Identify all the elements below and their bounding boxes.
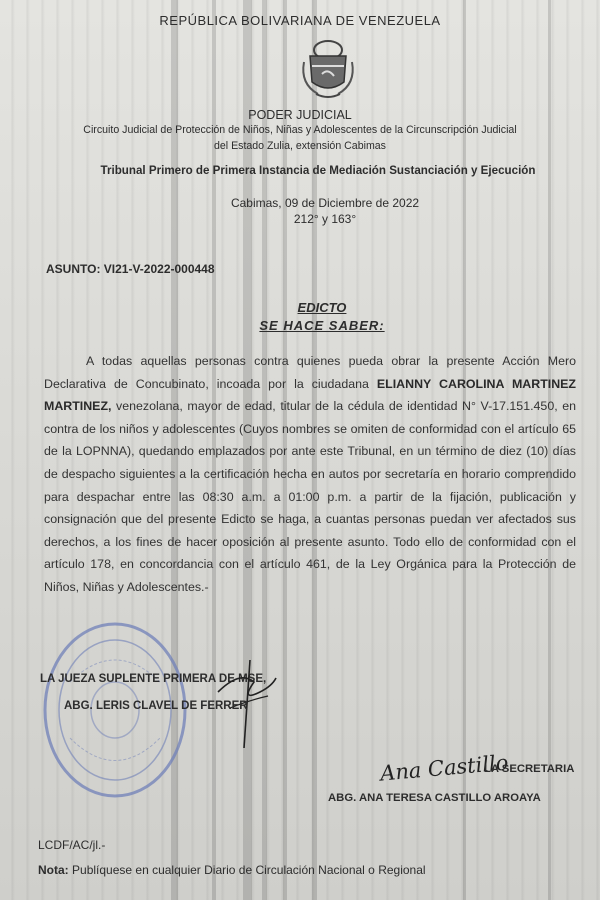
republic-title: REPÚBLICA BOLIVARIANA DE VENEZUELA [159, 13, 441, 28]
initials: LCDF/AC/jl.- [38, 838, 106, 852]
footer-note [38, 863, 426, 877]
note-label: Nota: [38, 863, 69, 877]
tribunal-name: Tribunal Primero de Primera Instancia de Mediación Sustanciación y Ejecución [100, 164, 536, 177]
judge-title: LA JUEZA SUPLENTE PRIMERA DE MSE, [40, 673, 267, 685]
body-text-1: A todas aquellas personas contra quienes pueda obrar la presente Acción Mero Declarativa de Concubinato, incoada por la ciudadana [44, 354, 576, 391]
judge-name: ABG. LERIS CLAVEL DE FERRER [64, 700, 248, 712]
edicto-body [44, 350, 576, 599]
edicto-title: EDICTO [297, 300, 347, 315]
years-line: 212° y 163° [293, 212, 357, 226]
secretary-title: LA SECRETARIA [484, 763, 575, 775]
secretary-signature: Ana Castillo [379, 750, 510, 786]
edicto-subtitle: SE HACE SABER: [259, 318, 385, 333]
coat-of-arms-icon [298, 36, 358, 102]
circuit-line-1: Circuito Judicial de Protección de Niños, Niñas y Adolescentes de la Circunscripción Judicial [83, 124, 517, 136]
secretary-name: ABG. ANA TERESA CASTILLO AROAYA [328, 792, 541, 804]
note-text: Publíquese en cualquier Diario de Circulación Nacional o Regional [72, 863, 426, 877]
plaintiff-name: ELIANNY CAROLINA MARTINEZ MARTINEZ, [44, 376, 576, 414]
circuit-line-2: del Estado Zulia, extensión Cabimas [214, 140, 386, 152]
poder-judicial: PODER JUDICIAL [248, 108, 352, 122]
document-date: Cabimas, 09 de Diciembre de 2022 [230, 196, 420, 210]
asunto-number: ASUNTO: VI21-V-2022-000448 [46, 262, 215, 276]
body-text-2: venezolana, mayor de edad, titular de la cédula de identidad N° V-17.151.450, en contra de los niños y adolescentes (Cuyos nombres se omiten de conformidad con el artículo 65 de la LOPNNA), quedando emplazados por ante este Tribunal, en un término de diez (10) días de despacho siguientes a la certificación hecha en autos por secretaría en horario comprendido para despachar entre las 08:30 a.m. a 01:00 p.m. a partir de la fijación, publicación y consignación que del presente Edicto se haga, a cuantas personas puedan ver afectados sus derechos, a los fines de hacer oposición al presente asunto. Todo ello de conformidad con el artículo 178, en concordancia con el artículo 461, de la Ley Orgánica para la Protección de Niños, Niñas y Adolescentes.- [44, 399, 576, 594]
